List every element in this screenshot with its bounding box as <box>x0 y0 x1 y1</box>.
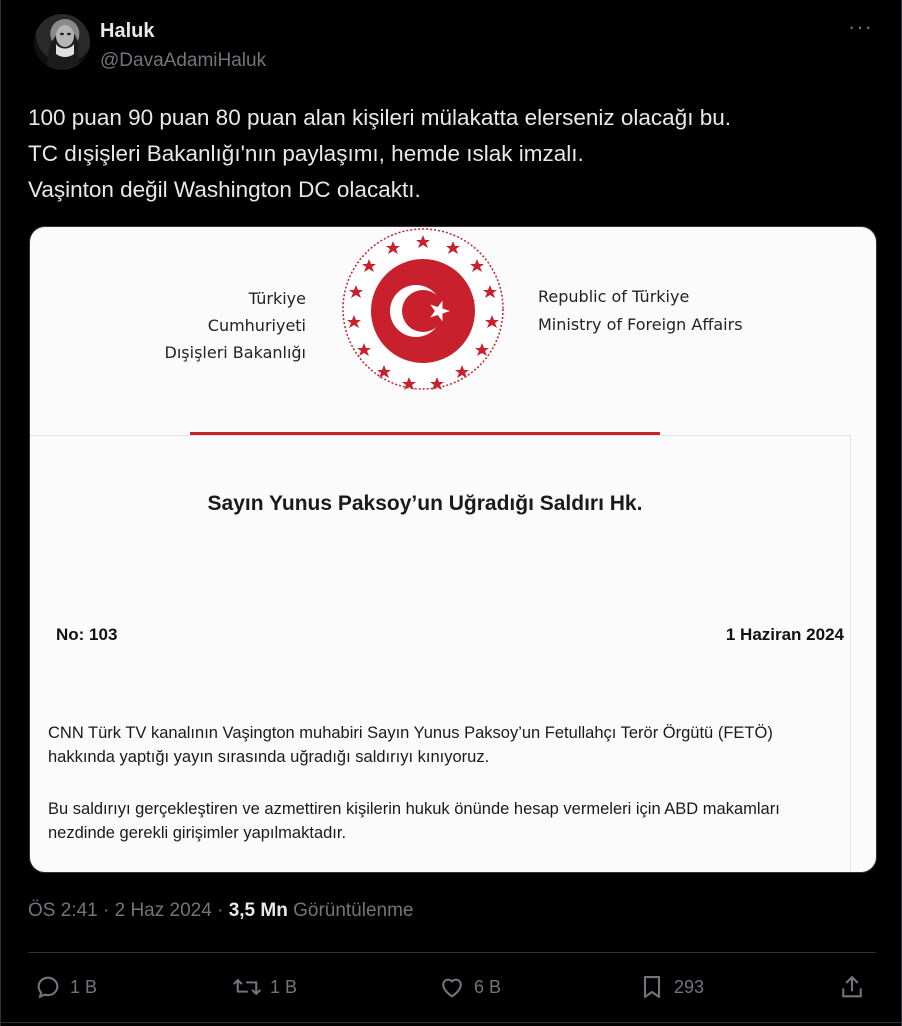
heart-icon <box>438 973 466 1001</box>
bookmark-icon <box>638 973 666 1001</box>
retweet-button[interactable] <box>232 970 297 1004</box>
like-count: 6 B <box>474 976 502 997</box>
meta-separator: · <box>103 900 110 921</box>
tweet-date[interactable]: 2 Haz 2024 <box>114 900 212 921</box>
tweet-line: TC dışişleri Bakanlığı'nın paylaşımı, hemde ıslak imzalı. <box>28 141 584 166</box>
tweet-line: 100 puan 90 puan 80 puan alan kişileri mülakatta elerseniz olacağı bu. <box>28 105 731 130</box>
margin-line <box>850 435 851 873</box>
reply-button[interactable] <box>34 970 97 1004</box>
document-paragraph: CNN Türk TV kanalının Vaşington muhabiri Sayın Yunus Paksoy’un Fetullahçı Terör Örgütü (FETÖ) hakkında yaptığı yayın sırasında uğradığı saldırıyı kınıyoruz. <box>48 724 773 766</box>
meta-separator: · <box>217 900 224 921</box>
document-subject: Sayın Yunus Paksoy’un Uğradığı Saldırı Hk. <box>207 492 643 515</box>
ministry-emblem-icon <box>340 227 506 397</box>
left-border <box>0 0 1 1026</box>
tweet-time[interactable]: ÖS 2:41 <box>28 900 98 921</box>
ministry-name-tr <box>150 285 306 366</box>
views-count: 3,5 Mn <box>228 900 288 921</box>
ministry-tr-line: Dışişleri Bakanlığı <box>164 343 306 362</box>
share-icon <box>838 973 866 1001</box>
reply-count: 1 B <box>70 976 98 997</box>
divider <box>28 952 876 953</box>
ministry-en-line: Ministry of Foreign Affairs <box>538 315 743 334</box>
ministry-name-en <box>538 283 743 339</box>
author-handle[interactable]: @DavaAdamiHaluk <box>100 50 267 71</box>
reply-icon <box>34 973 62 1001</box>
author-display-name[interactable]: Haluk <box>100 20 155 42</box>
tweet-text <box>28 100 878 208</box>
retweet-count: 1 B <box>270 976 298 997</box>
ministry-en-line: Republic of Türkiye <box>538 287 690 306</box>
avatar[interactable] <box>34 14 90 70</box>
bookmark-button[interactable] <box>638 970 704 1004</box>
divider <box>0 1022 902 1023</box>
views-label: Görüntülenme <box>293 900 414 921</box>
share-button[interactable] <box>838 970 866 1004</box>
document-date: 1 Haziran 2024 <box>725 625 844 644</box>
document-number: No: 103 <box>56 625 118 644</box>
tweet-line: Vaşinton değil Washington DC olacaktı. <box>28 177 421 202</box>
header-gray-rule <box>30 435 850 436</box>
more-options-icon[interactable]: ··· <box>848 14 873 39</box>
avatar-image <box>34 14 90 70</box>
document-paragraph: Bu saldırıyı gerçekleştiren ve azmettiren kişilerin hukuk önünde hesap vermeleri için ABD makamları nezdinde gerekli girişimler yapılmaktadır. <box>48 800 780 842</box>
like-button[interactable] <box>438 970 501 1004</box>
tweet-meta <box>28 900 414 922</box>
document-image <box>30 227 876 872</box>
tweet-media-image[interactable] <box>29 226 877 873</box>
ministry-tr-line: Türkiye Cumhuriyeti <box>207 289 306 335</box>
retweet-icon <box>232 973 262 1001</box>
bookmark-count: 293 <box>674 976 705 997</box>
